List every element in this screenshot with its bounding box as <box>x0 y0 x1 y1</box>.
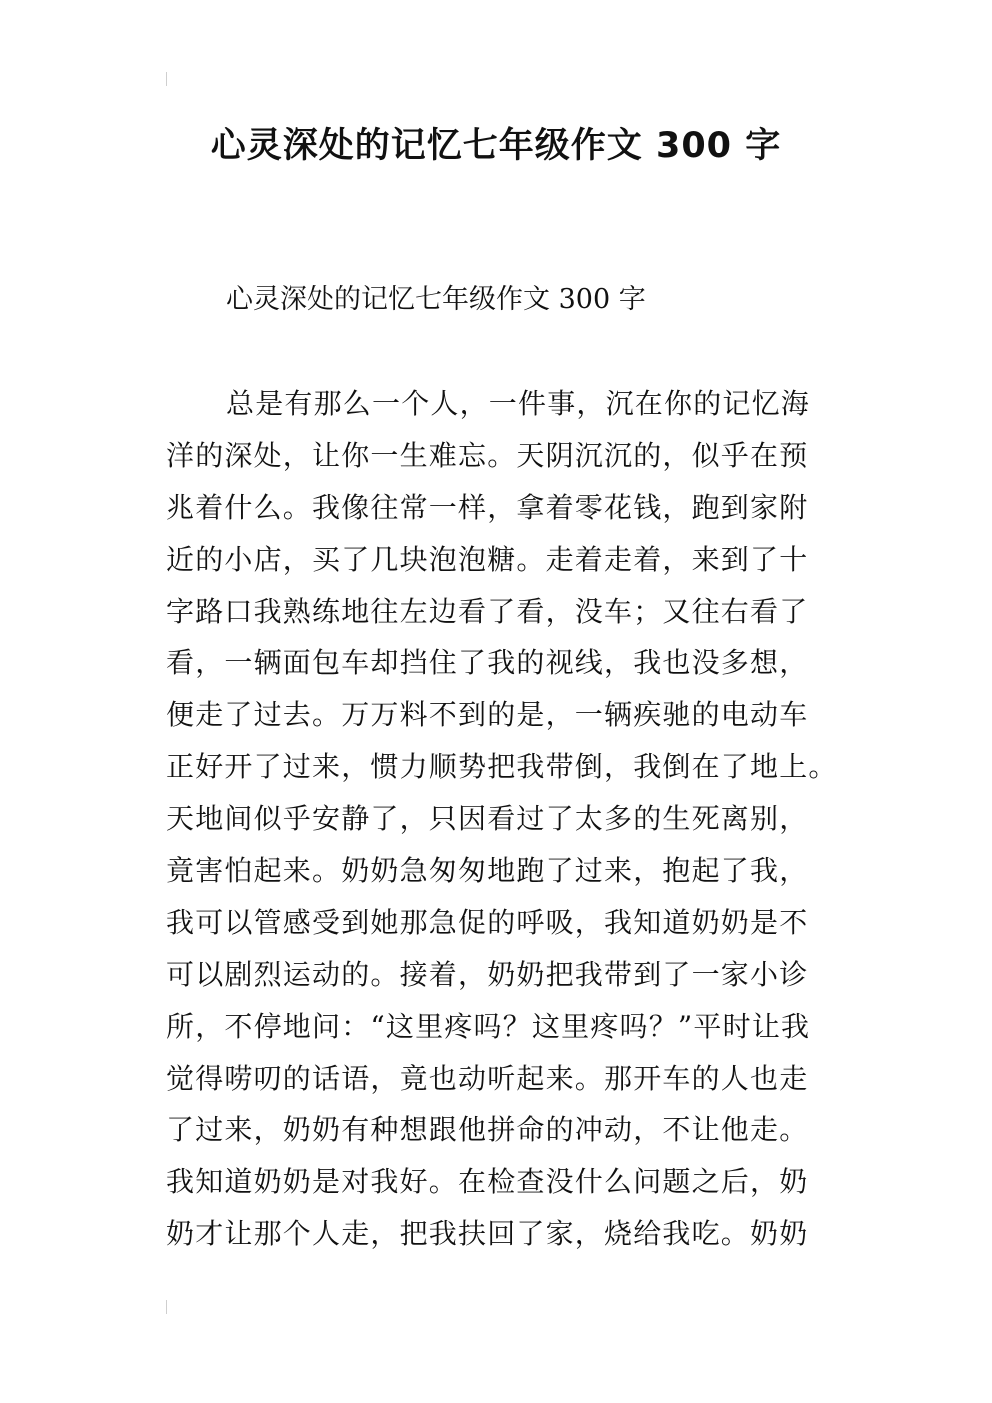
body-line: 天地间似乎安静了，只因看过了太多的生死离别， <box>166 802 809 836</box>
body-line: 我知道奶奶是对我好。在检查没什么问题之后，奶 <box>166 1165 809 1199</box>
body-line: 竟害怕起来。奶奶急匆匆地跑了过来，抱起了我， <box>166 854 809 888</box>
document-subtitle: 心灵深处的记忆七年级作文 300 字 <box>226 284 646 315</box>
body-text <box>166 378 866 1260</box>
body-line: 总是有那么一个人，一件事，沉在你的记忆海 <box>226 387 811 420</box>
document-title: 心灵深处的记忆七年级作文 300 字 <box>210 126 782 166</box>
body-line: 字路口我熟练地往左边看了看，没车；又往右看了 <box>166 594 809 628</box>
body-line: 便走了过去。万万料不到的是，一辆疾驰的电动车 <box>166 698 809 732</box>
body-line: 可以剧烈运动的。接着，奶奶把我带到了一家小诊 <box>166 957 809 991</box>
margin-mark-bottom <box>166 1300 167 1314</box>
body-line: 了过来，奶奶有种想跟他拼命的冲动，不让他走。 <box>166 1113 809 1147</box>
body-line: 我可以管感受到她那急促的呼吸，我知道奶奶是不 <box>166 905 809 939</box>
body-line: 正好开了过来，惯力顺势把我带倒，我倒在了地上。 <box>166 750 838 784</box>
body-line: 洋的深处，让你一生难忘。天阴沉沉的，似乎在预 <box>166 438 809 472</box>
body-line: 所，不停地问：“这里疼吗？这里疼吗？”平时让我 <box>166 1009 811 1043</box>
body-line: 奶才让那个人走，把我扶回了家，烧给我吃。奶奶 <box>166 1217 809 1251</box>
body-line: 觉得唠叨的话语，竟也动听起来。那开车的人也走 <box>166 1061 809 1095</box>
body-line: 看，一辆面包车却挡住了我的视线，我也没多想， <box>166 646 809 680</box>
margin-mark-top <box>166 72 167 86</box>
body-line: 兆着什么。我像往常一样，拿着零花钱，跑到家附 <box>166 490 809 524</box>
body-line: 近的小店，买了几块泡泡糖。走着走着，来到了十 <box>166 542 809 576</box>
